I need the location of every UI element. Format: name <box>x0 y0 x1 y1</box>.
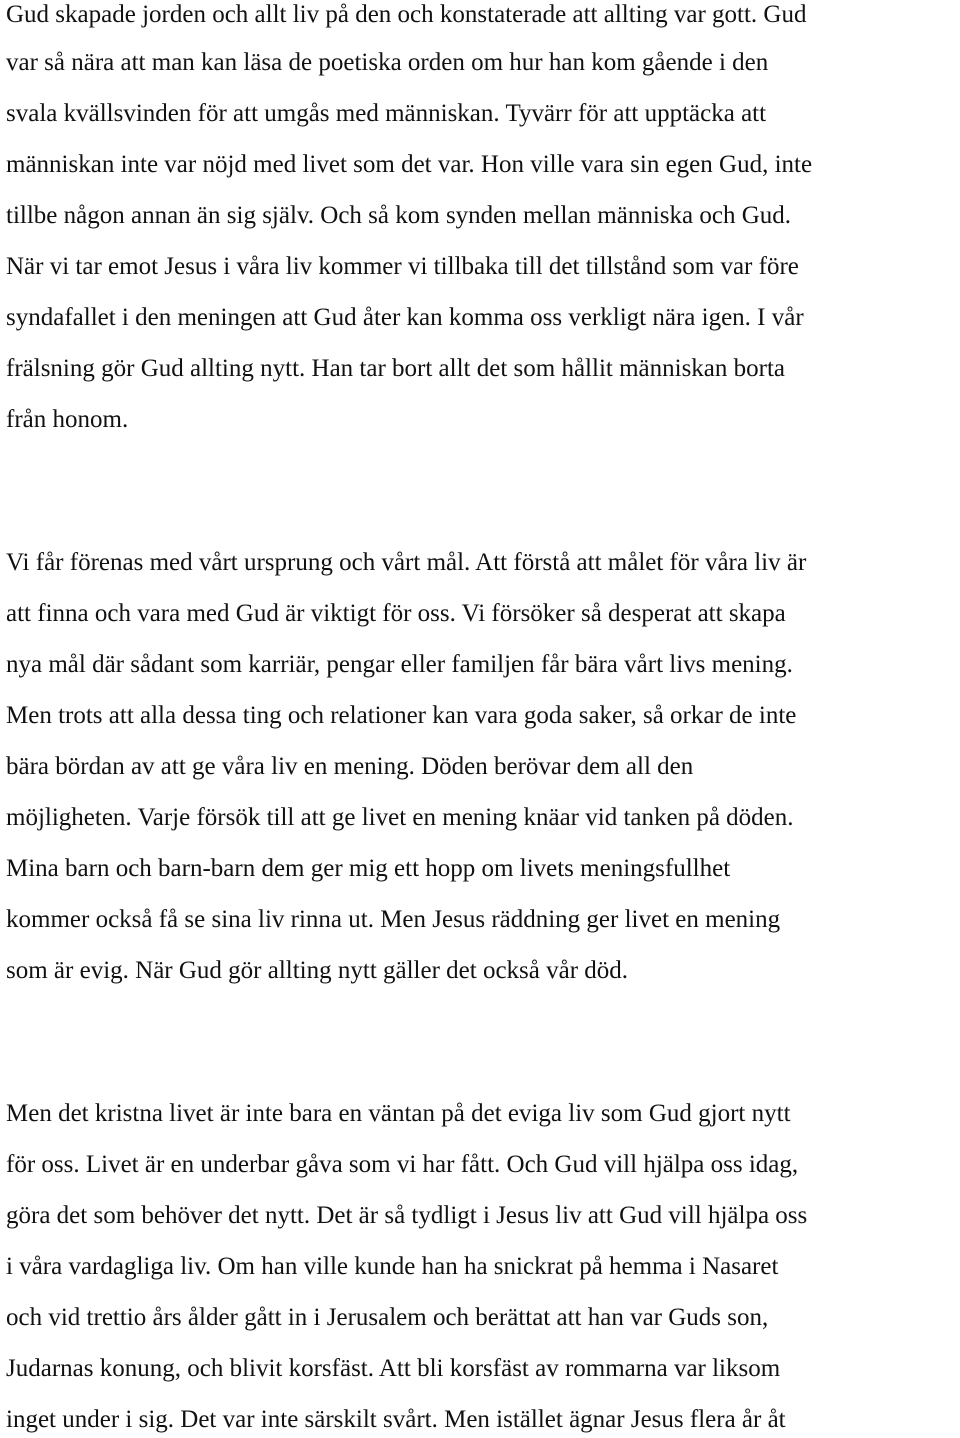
text-line: När vi tar emot Jesus i våra liv kommer vi tillbaka till det tillstånd som var före <box>6 253 799 280</box>
text-line: inget under i sig. Det var inte särskilt svårt. Men istället ägnar Jesus flera år åt <box>6 1406 786 1433</box>
text-line: Men trots att alla dessa ting och relationer kan vara goda saker, så orkar de inte <box>6 702 797 729</box>
text-line: möjligheten. Varje försök till att ge livet en mening knäar vid tanken på döden. <box>6 804 794 831</box>
text-line: från honom. <box>6 406 129 433</box>
text-line: för oss. Livet är en underbar gåva som vi har fått. Och Gud vill hjälpa oss idag, <box>6 1151 799 1178</box>
text-line: frälsning gör Gud allting nytt. Han tar bort allt det som hållit människan borta <box>6 355 786 382</box>
text-line: som är evig. När Gud gör allting nytt gäller det också vår död. <box>6 957 629 984</box>
text-line: att finna och vara med Gud är viktigt för oss. Vi försöker så desperat att skapa <box>6 600 786 627</box>
text-line: kommer också få se sina liv rinna ut. Men Jesus räddning ger livet en mening <box>6 906 781 933</box>
text-line: människan inte var nöjd med livet som det var. Hon ville vara sin egen Gud, inte <box>6 151 813 178</box>
text-line: svala kvällsvinden för att umgås med människan. Tyvärr för att upptäcka att <box>6 100 767 127</box>
text-line: Vi får förenas med vårt ursprung och vårt mål. Att förstå att målet för våra liv är <box>6 549 807 576</box>
text-line: var så nära att man kan läsa de poetiska orden om hur han kom gående i den <box>6 49 769 76</box>
text-line: i våra vardagliga liv. Om han ville kunde han ha snickrat på hemma i Nasaret <box>6 1253 779 1280</box>
text-line: bära bördan av att ge våra liv en mening. Döden berövar dem all den <box>6 753 694 780</box>
text-line: tillbe någon annan än sig själv. Och så kom synden mellan människa och Gud. <box>6 202 792 229</box>
text-line: Men det kristna livet är inte bara en väntan på det eviga liv som Gud gjort nytt <box>6 1100 791 1127</box>
text-line: nya mål där sådant som karriär, pengar eller familjen får bära vårt livs mening. <box>6 651 793 678</box>
text-line: Judarnas konung, och blivit korsfäst. Att bli korsfäst av rommarna var liksom <box>6 1355 781 1382</box>
text-line: och vid trettio års ålder gått in i Jerusalem och berättat att han var Guds son, <box>6 1304 769 1331</box>
text-line: göra det som behöver det nytt. Det är så tydligt i Jesus liv att Gud vill hjälpa oss <box>6 1202 808 1229</box>
text-line: Mina barn och barn-barn dem ger mig ett hopp om livets meningsfullhet <box>6 855 731 882</box>
text-line: syndafallet i den meningen att Gud åter kan komma oss verkligt nära igen. I vår <box>6 304 804 331</box>
text-line: Gud skapade jorden och allt liv på den och konstaterade att allting var gott. Gud <box>6 1 807 28</box>
